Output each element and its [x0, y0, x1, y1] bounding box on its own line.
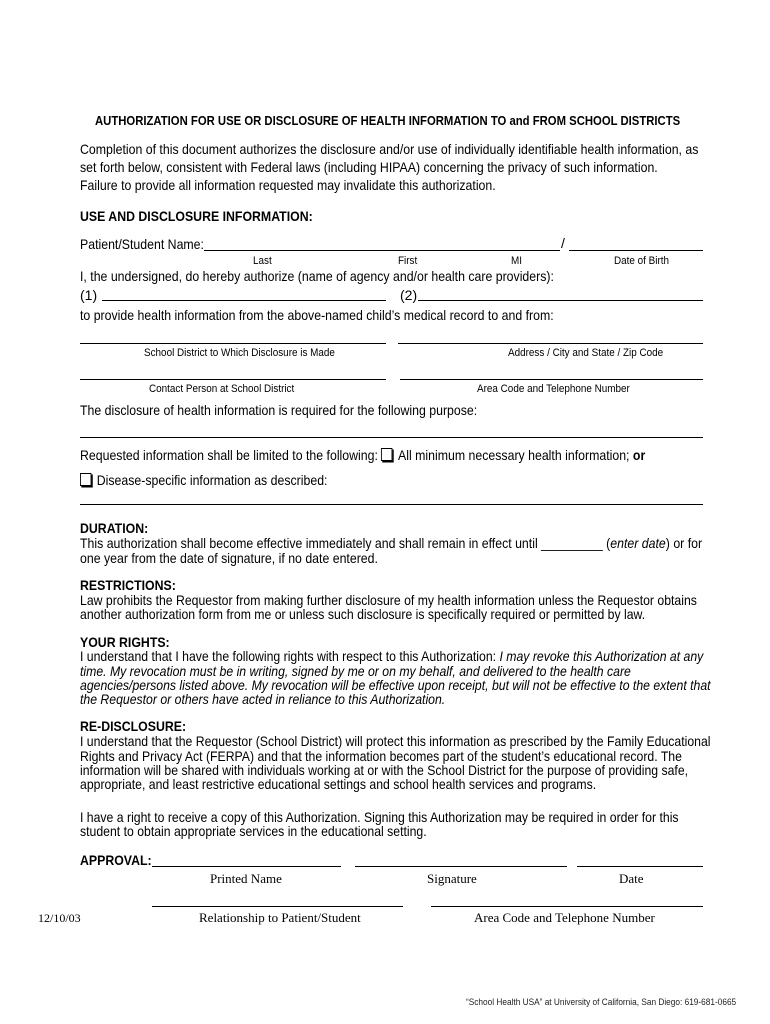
disease-specific-field[interactable]: [80, 504, 703, 505]
form-revision-date: 12/10/03: [38, 911, 81, 925]
use-disclosure-heading: USE AND DISCLOSURE INFORMATION:: [80, 208, 313, 224]
patient-name-field[interactable]: [204, 250, 560, 251]
middle-initial-caption: MI: [511, 255, 523, 267]
purpose-field[interactable]: [80, 437, 703, 438]
redisclosure-line-3: information will be shared with individuals working at or with the School District for the purpose of providing safe,: [80, 762, 689, 778]
date-field[interactable]: [577, 866, 703, 867]
limit-text: Requested information shall be limited to the following:: [80, 447, 378, 463]
disease-specific-row: [80, 472, 361, 488]
limit-row: [80, 447, 722, 463]
telephone-field[interactable]: [400, 379, 703, 380]
form-title: AUTHORIZATION FOR USE OR DISCLOSURE OF HEALTH INFORMATION TO and FROM SCHOOL DISTRICTS: [95, 113, 681, 128]
patient-name-label: Patient/Student Name:: [80, 236, 204, 252]
intro-line-2: set forth below, consistent with Federal laws (including HIPAA) concerning the privacy of such information.: [80, 159, 658, 175]
duration-line-2: one year from the date of signature, if no date entered.: [80, 550, 378, 566]
minimum-necessary-label: All minimum necessary health information;: [398, 447, 630, 463]
date-of-birth-field[interactable]: [569, 250, 703, 251]
approval-telephone-field[interactable]: [431, 906, 703, 907]
purpose-text: The disclosure of health information is required for the following purpose:: [80, 402, 478, 418]
last-name-caption: Last: [253, 255, 272, 267]
rights-heading: YOUR RIGHTS:: [80, 634, 170, 650]
school-district-caption: School District to Which Disclosure is Made: [144, 347, 335, 359]
provider-1-field[interactable]: [102, 300, 386, 301]
name-slash: /: [561, 235, 565, 251]
provider-2-label: (2): [400, 287, 418, 303]
restrictions-heading: RESTRICTIONS:: [80, 577, 176, 593]
copy-line-1: I have a right to receive a copy of this Authorization. Signing this Authorization may be required in order for this: [80, 809, 679, 825]
printed-name-field[interactable]: [152, 866, 341, 867]
approval-label: APPROVAL:: [80, 852, 152, 868]
disease-specific-label: Disease-specific information as described:: [96, 472, 328, 488]
restrictions-line-1: Law prohibits the Requestor from making further disclosure of my health information unless the Requestor obtains: [80, 592, 697, 608]
footer-credit: “School Health USA” at University of California, San Diego: 619-681-0665: [466, 997, 737, 1007]
provider-1-label: (1): [80, 287, 98, 303]
date-caption: Date: [619, 871, 644, 886]
contact-person-field[interactable]: [80, 379, 386, 380]
provide-text: to provide health information from the above-named child’s medical record to and from:: [80, 307, 554, 323]
restrictions-line-2: another authorization form from me or unless such disclosure is specifically required or permitted by law.: [80, 606, 646, 622]
disease-specific-checkbox[interactable]: [80, 473, 91, 486]
redisclosure-line-2: Rights and Privacy Act (FERPA) and that the information becomes part of the student’s educational record. The: [80, 748, 682, 764]
printed-name-caption: Printed Name: [210, 871, 282, 886]
address-field[interactable]: [398, 343, 703, 344]
intro-line-1: Completion of this document authorizes the disclosure and/or use of individually identifiable health information, as: [80, 141, 699, 157]
date-of-birth-caption: Date of Birth: [614, 255, 670, 267]
rights-line-2: time. My revocation must be in writing, signed by me or on my behalf, and delivered to the health care: [80, 663, 631, 679]
duration-line-1: This authorization shall become effective immediately and shall remain in effect until _________ (enter date) or for: [80, 535, 703, 551]
first-name-caption: First: [398, 255, 418, 267]
school-district-field[interactable]: [80, 343, 386, 344]
redisclosure-line-4: appropriate, and least restrictive educational settings and school health services and programs.: [80, 776, 597, 792]
intro-line-3: Failure to provide all information requested may invalidate this authorization.: [80, 177, 496, 193]
authorize-text: I, the undersigned, do hereby authorize (name of agency and/or health care providers):: [80, 268, 554, 284]
relationship-field[interactable]: [152, 906, 403, 907]
copy-line-2: student to obtain appropriate services in the educational setting.: [80, 823, 427, 839]
provider-2-field[interactable]: [418, 300, 703, 301]
approval-telephone-caption: Area Code and Telephone Number: [474, 910, 655, 925]
duration-heading: DURATION:: [80, 520, 149, 536]
minimum-necessary-checkbox[interactable]: [381, 448, 392, 461]
relationship-caption: Relationship to Patient/Student: [199, 910, 361, 925]
telephone-caption: Area Code and Telephone Number: [477, 383, 630, 395]
or-label: or: [632, 447, 646, 463]
signature-caption: Signature: [427, 871, 477, 886]
enter-date-hint: enter date: [610, 535, 666, 551]
address-caption: Address / City and State / Zip Code: [508, 347, 664, 359]
rights-line-1: I understand that I have the following rights with respect to this Authorization: I may revoke this Authorization at any: [80, 648, 704, 664]
contact-person-caption: Contact Person at School District: [149, 383, 295, 395]
rights-line-4: the Requestor or others have acted in reliance to this Authorization.: [80, 691, 446, 707]
rights-line-3: agencies/persons listed above. My revocation will be effective upon receipt, but will not be effective to the extent that: [80, 677, 711, 693]
redisclosure-heading: RE-DISCLOSURE:: [80, 718, 187, 734]
signature-field[interactable]: [355, 866, 567, 867]
redisclosure-line-1: I understand that the Requestor (School District) will protect this information as prescribed by the Family Educational: [80, 733, 711, 749]
